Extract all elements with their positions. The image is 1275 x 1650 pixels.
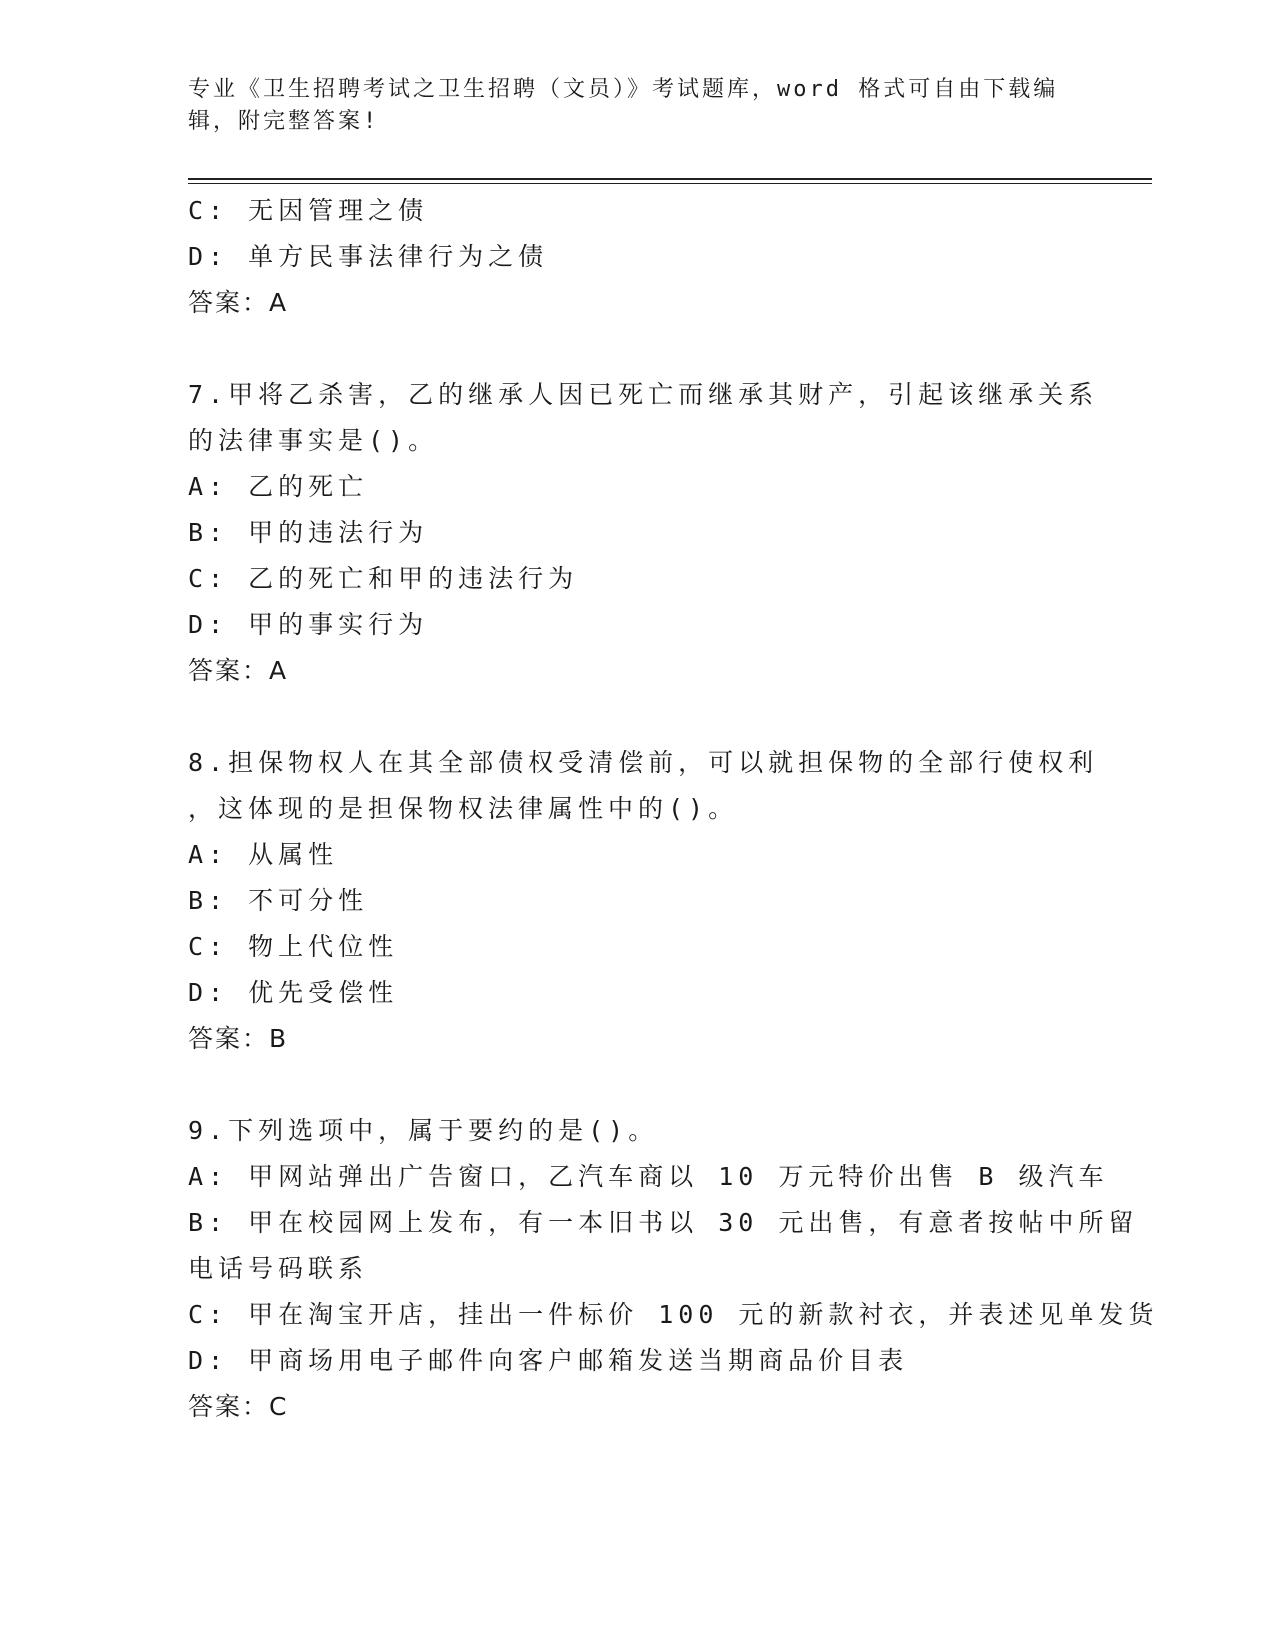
- document-body: [188, 188, 1159, 1430]
- option-line: [188, 878, 1088, 924]
- option-label: A:: [188, 840, 229, 869]
- answer-line: 答案：A: [188, 288, 289, 317]
- option-text: 不可分性: [248, 886, 369, 915]
- spacer: [188, 326, 1088, 372]
- option-line: [188, 832, 1088, 878]
- question-stem: 8.担保物权人在其全部债权受清偿前，可以就担保物的全部行使权利: [188, 748, 1099, 777]
- option-text: 电话号码联系: [188, 1254, 369, 1283]
- option-label: D:: [188, 242, 229, 271]
- option-line: [188, 510, 1088, 556]
- option-line: [188, 1292, 1159, 1338]
- option-text: 无因管理之债: [248, 196, 429, 225]
- option-label: C:: [188, 564, 229, 593]
- answer-line: 答案：B: [188, 1024, 289, 1053]
- option-text: 优先受偿性: [248, 978, 399, 1007]
- question-stem: ，这体现的是担保物权法律属性中的()。: [188, 794, 739, 823]
- option-text: 物上代位性: [248, 932, 399, 961]
- option-line: [188, 188, 1088, 234]
- question-stem: 7.甲将乙杀害，乙的继承人因已死亡而继承其财产，引起该继承关系: [188, 380, 1099, 409]
- option-label: C:: [188, 1300, 229, 1329]
- spacer: [188, 694, 1088, 740]
- option-text: 单方民事法律行为之债: [248, 242, 549, 271]
- option-text: 甲在校园网上发布，有一本旧书以 30 元出售，有意者按帖中所留: [248, 1208, 1139, 1237]
- option-label: C:: [188, 932, 229, 961]
- option-text: 甲在淘宝开店，挂出一件标价 100 元的新款衬衣，并表述见单发货: [248, 1300, 1159, 1329]
- spacer: [188, 1062, 1088, 1108]
- option-text: 从属性: [248, 840, 339, 869]
- option-line: [188, 1338, 1088, 1384]
- option-line: [188, 234, 1088, 280]
- option-line: [188, 464, 1088, 510]
- option-label: B:: [188, 518, 229, 547]
- option-label: B:: [188, 886, 229, 915]
- option-text: 乙的死亡和甲的违法行为: [248, 564, 579, 593]
- option-text: 乙的死亡: [248, 472, 369, 501]
- option-text: 甲的违法行为: [248, 518, 429, 547]
- option-label: D:: [188, 610, 229, 639]
- option-label: D:: [188, 978, 229, 1007]
- answer-line: 答案：A: [188, 656, 289, 685]
- option-line: [188, 924, 1088, 970]
- option-label: D:: [188, 1346, 229, 1375]
- header-divider-thick: [188, 178, 1152, 180]
- option-line: [188, 1154, 1109, 1200]
- question-stem: 的法律事实是()。: [188, 426, 439, 455]
- option-label: A:: [188, 1162, 229, 1191]
- option-line: [188, 970, 1088, 1016]
- option-line-continuation: [188, 1246, 1088, 1292]
- answer-line: 答案：C: [188, 1392, 289, 1421]
- option-text: 甲网站弹出广告窗口，乙汽车商以 10 万元特价出售 B 级汽车: [248, 1162, 1109, 1191]
- option-line: [188, 602, 1088, 648]
- option-label: C:: [188, 196, 229, 225]
- option-line: [188, 1200, 1139, 1246]
- option-label: A:: [188, 472, 229, 501]
- option-text: 甲的事实行为: [248, 610, 429, 639]
- option-text: 甲商场用电子邮件向客户邮箱发送当期商品价目表: [248, 1346, 909, 1375]
- option-label: B:: [188, 1208, 229, 1237]
- header-divider-thin: [188, 183, 1152, 184]
- page-header: 专业《卫生招聘考试之卫生招聘（文员）》考试题库，word 格式可自由下载编辑，附完整答案!: [188, 77, 1059, 134]
- question-stem: 9.下列选项中，属于要约的是()。: [188, 1116, 659, 1145]
- option-line: [188, 556, 1088, 602]
